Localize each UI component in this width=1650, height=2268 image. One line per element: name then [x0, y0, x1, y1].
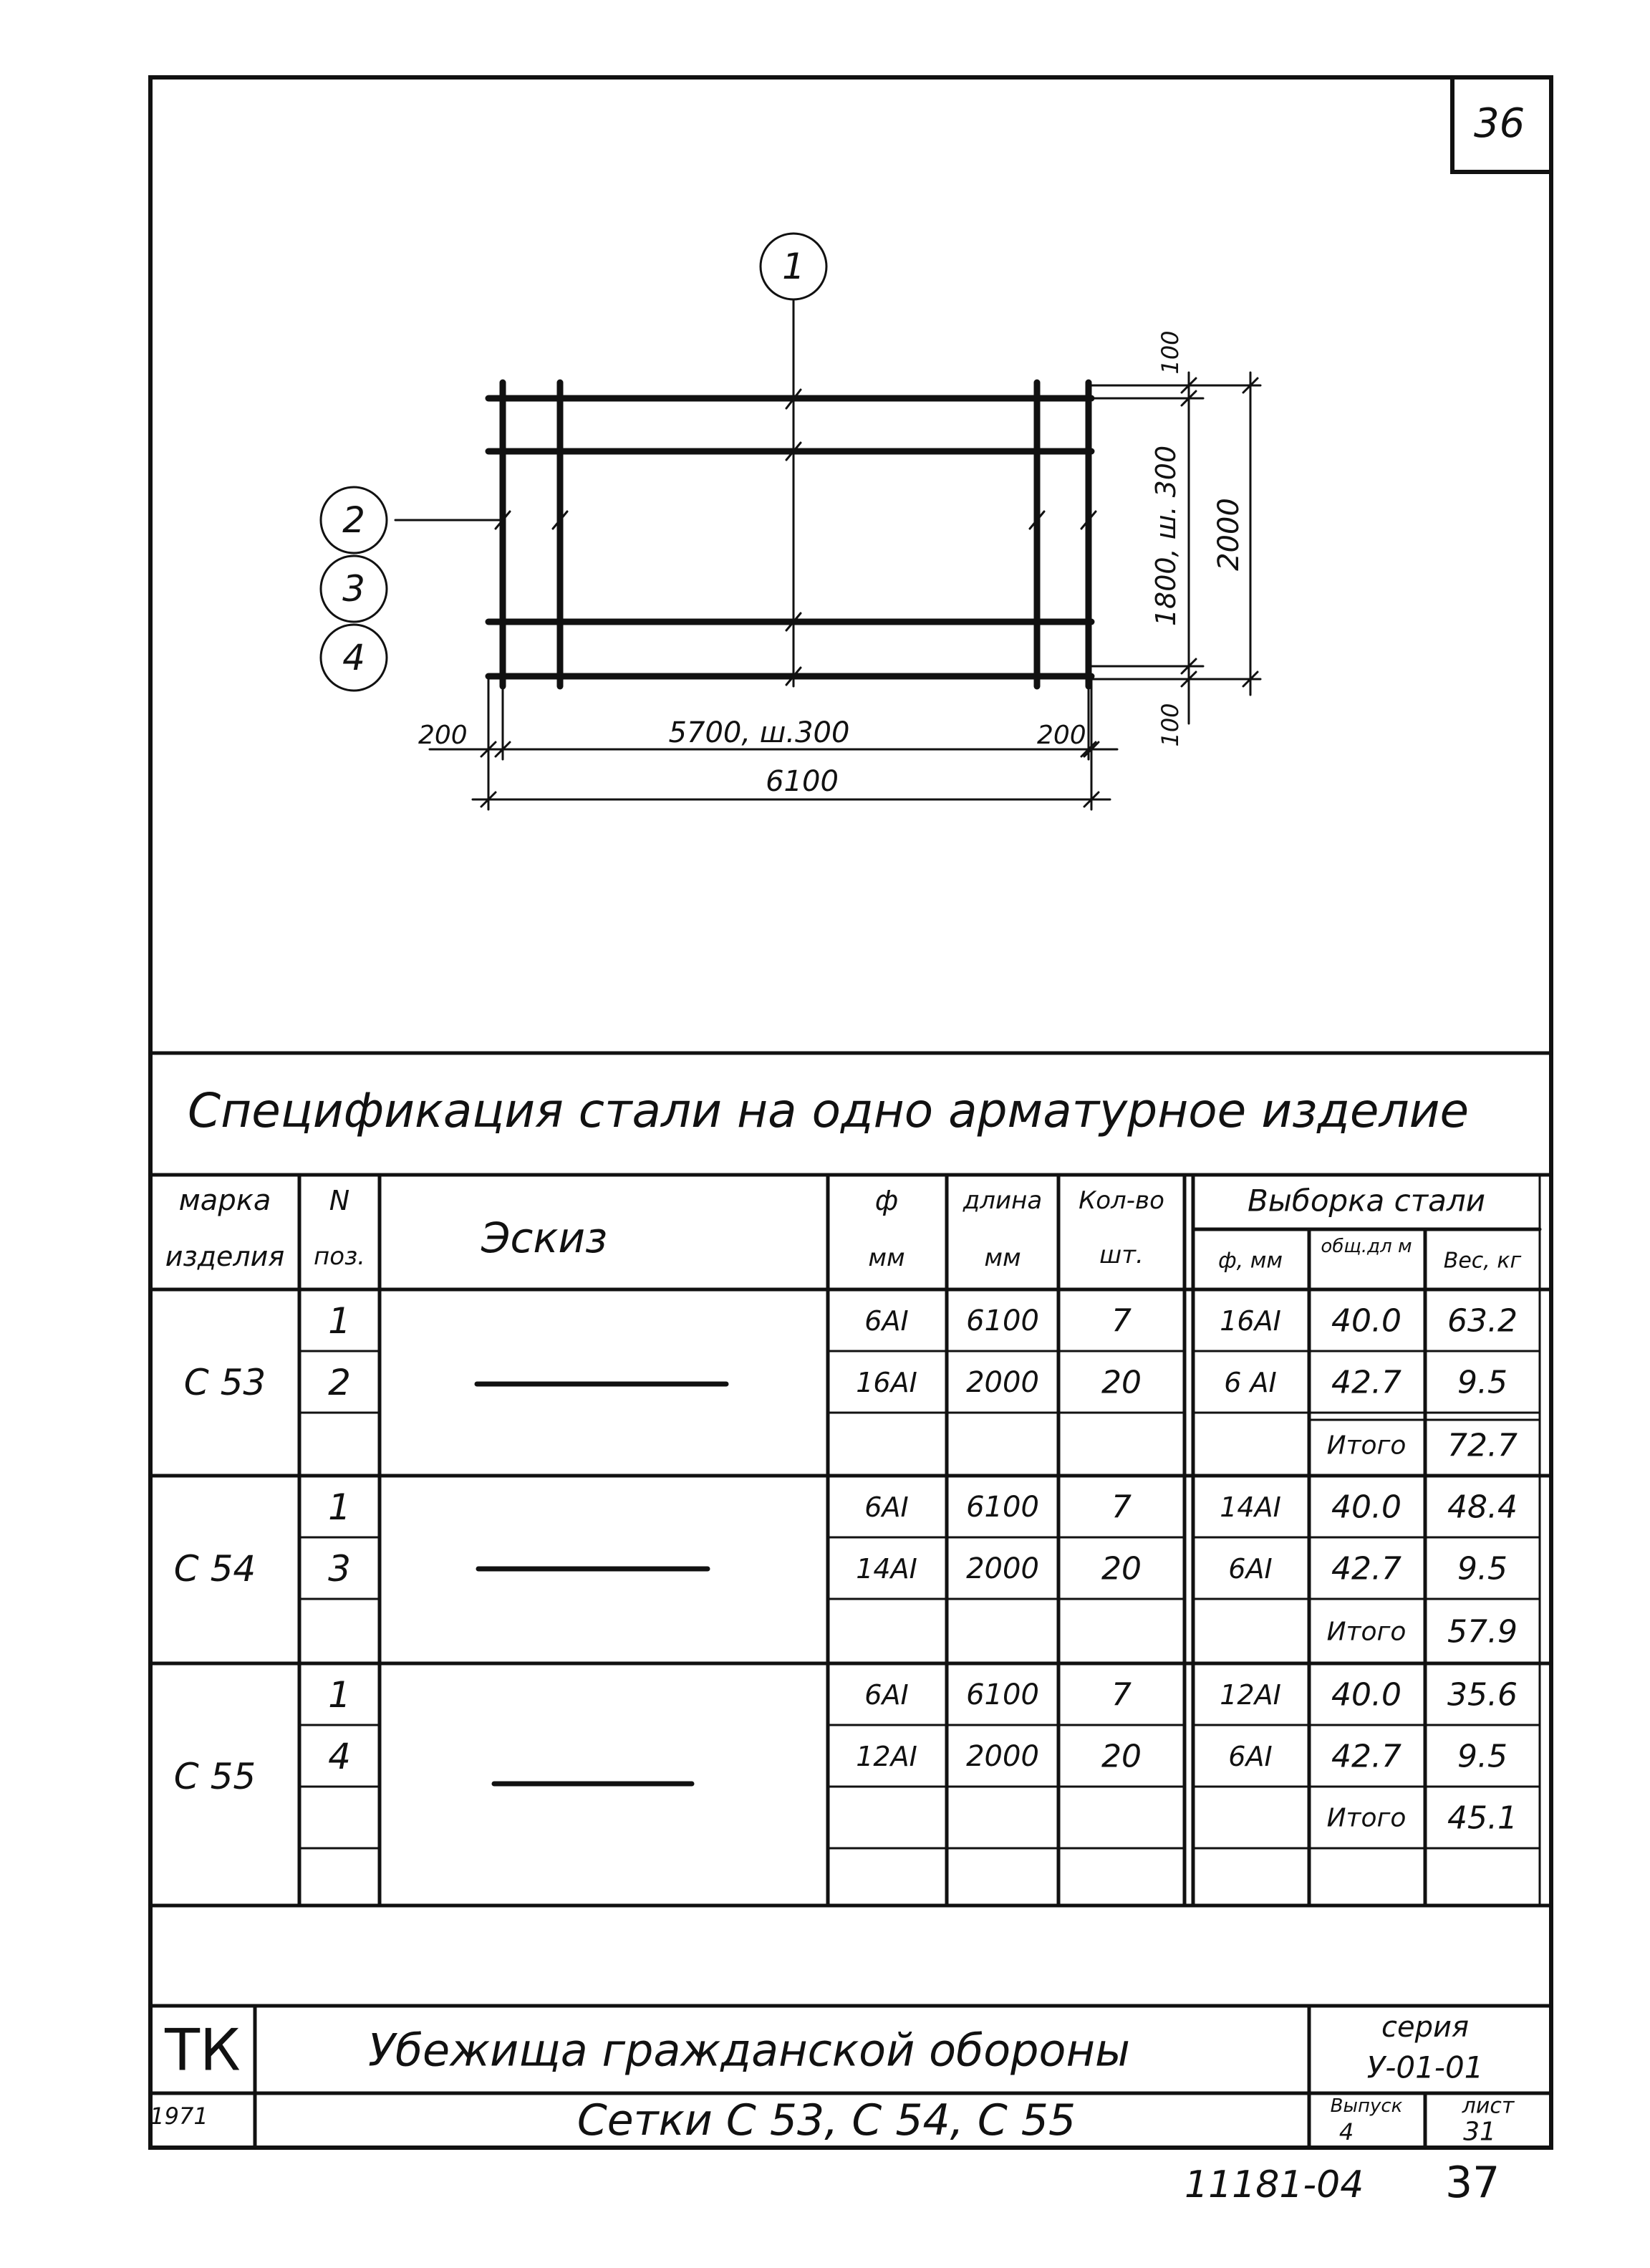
- dim-vertical-span: 1800, ш. 300: [1150, 445, 1182, 627]
- c54-weight-2: 9.5: [1457, 1550, 1507, 1587]
- c53-diam-1: 6АI: [864, 1305, 909, 1337]
- header-length-line1: длина: [962, 1186, 1043, 1215]
- c54-sel-diam-1: 14АI: [1220, 1491, 1281, 1523]
- c54-total-label: Итого: [1326, 1617, 1407, 1647]
- c55-weight-1: 35.6: [1447, 1676, 1518, 1714]
- sheet-label: лист: [1462, 2093, 1515, 2119]
- c55-total-label: Итого: [1326, 1803, 1407, 1833]
- year: 1971: [150, 2103, 208, 2130]
- header-length-line2: мм: [984, 1244, 1021, 1272]
- c54-pos-1: 1: [328, 1486, 351, 1528]
- org-mark: ТК: [165, 2017, 241, 2084]
- header-selection: Выборка стали: [1247, 1183, 1486, 1219]
- dim-right-overhang: 200: [1037, 721, 1086, 750]
- mark-c53: С 53: [183, 1362, 266, 1403]
- header-diam-line2: мм: [868, 1244, 905, 1272]
- header-diam-line1: ф: [874, 1185, 899, 1216]
- series-label: серия: [1381, 2011, 1470, 2044]
- drawing-title: Сетки С 53, С 54, С 55: [576, 2095, 1076, 2146]
- issue-value: 4: [1338, 2118, 1354, 2146]
- c54-diam-2: 14АI: [856, 1553, 917, 1585]
- c54-count-1: 7: [1111, 1489, 1132, 1526]
- c55-sel-len-1: 40.0: [1331, 1676, 1401, 1714]
- series-value: У-01-01: [1366, 2050, 1484, 2085]
- spec-title: Спецификация стали на одно арматурное изделие: [188, 1083, 1470, 1138]
- sheet-number: 36: [1474, 100, 1525, 147]
- spec-table-row-lines: [299, 1175, 1540, 1906]
- header-pos-line1: N: [329, 1185, 350, 1216]
- c53-sel-len-2: 42.7: [1331, 1364, 1401, 1401]
- header-sketch: Эскиз: [481, 1214, 607, 1262]
- c55-length-1: 6100: [966, 1678, 1039, 1711]
- mark-c55: С 55: [173, 1756, 256, 1797]
- c53-length-1: 6100: [966, 1304, 1039, 1337]
- c55-sel-len-2: 42.7: [1331, 1738, 1401, 1775]
- mark-c54: С 54: [173, 1548, 256, 1590]
- c55-pos-1: 1: [328, 1674, 351, 1716]
- c55-pos-2: 4: [328, 1736, 351, 1777]
- c53-pos-2: 2: [328, 1362, 351, 1403]
- c53-count-1: 7: [1111, 1302, 1132, 1340]
- pos-label-2: 2: [342, 499, 365, 541]
- c53-diam-2: 16АI: [856, 1367, 917, 1398]
- header-count-line2: шт.: [1099, 1241, 1144, 1269]
- c53-weight-2: 9.5: [1457, 1364, 1507, 1401]
- c54-diam-1: 6АI: [864, 1491, 909, 1523]
- c54-length-2: 2000: [966, 1552, 1039, 1585]
- c54-sel-len-1: 40.0: [1331, 1489, 1401, 1526]
- c54-weight-1: 48.4: [1447, 1489, 1518, 1526]
- c53-weight-1: 63.2: [1447, 1302, 1518, 1340]
- c53-total: 72.7: [1447, 1427, 1518, 1464]
- c55-diam-2: 12АI: [856, 1741, 917, 1772]
- header-pos-line2: поз.: [314, 1242, 365, 1271]
- pos-label-4: 4: [342, 637, 365, 678]
- header-sel-total: общ.дл м: [1321, 1236, 1412, 1257]
- dim-total-length: 6100: [766, 765, 839, 798]
- c55-diam-1: 6АI: [864, 1679, 909, 1711]
- bottom-code: 11181-04: [1185, 2163, 1364, 2206]
- c55-length-2: 2000: [966, 1740, 1039, 1773]
- c53-count-2: 20: [1101, 1364, 1142, 1401]
- c55-count-2: 20: [1101, 1738, 1142, 1775]
- c53-length-2: 2000: [966, 1366, 1039, 1399]
- pos-label-1: 1: [782, 246, 805, 287]
- pos-label-3: 3: [342, 568, 365, 610]
- c54-total: 57.9: [1447, 1613, 1518, 1650]
- dim-bottom-overhang: 100: [1157, 703, 1184, 747]
- c54-pos-2: 3: [328, 1548, 351, 1590]
- c55-sel-diam-1: 12АI: [1220, 1679, 1281, 1711]
- c53-total-label: Итого: [1326, 1431, 1407, 1461]
- c55-sel-diam-2: 6АI: [1228, 1741, 1273, 1772]
- header-mark-line1: марка: [178, 1184, 271, 1217]
- header-sel-weight: Вес, кг: [1443, 1248, 1522, 1274]
- c54-sel-diam-2: 6АI: [1228, 1553, 1273, 1585]
- dim-total-width: 2000: [1212, 498, 1245, 571]
- c54-count-2: 20: [1101, 1550, 1142, 1587]
- dim-top-overhang: 100: [1157, 330, 1184, 375]
- c54-sel-len-2: 42.7: [1331, 1550, 1401, 1587]
- dim-inner-span: 5700, ш.300: [668, 716, 850, 749]
- c55-count-1: 7: [1111, 1676, 1132, 1714]
- header-count-line1: Кол-во: [1079, 1186, 1164, 1215]
- mesh-sketch: [488, 383, 1091, 686]
- c53-sel-diam-2: 6 АI: [1224, 1367, 1277, 1398]
- issue-label: Выпуск: [1330, 2095, 1403, 2117]
- c53-sel-len-1: 40.0: [1331, 1302, 1401, 1340]
- dim-left-overhang: 200: [418, 721, 468, 750]
- c53-pos-1: 1: [328, 1300, 351, 1342]
- c54-length-1: 6100: [966, 1491, 1039, 1524]
- header-mark-line2: изделия: [165, 1241, 285, 1272]
- c55-total: 45.1: [1447, 1799, 1518, 1837]
- subject: Убежища гражданской обороны: [368, 2024, 1130, 2077]
- bottom-page: 37: [1445, 2158, 1500, 2208]
- sheet-value: 31: [1463, 2117, 1496, 2147]
- c53-sel-diam-1: 16АI: [1220, 1305, 1281, 1337]
- header-sel-diam: ф, мм: [1218, 1248, 1283, 1274]
- c55-weight-2: 9.5: [1457, 1738, 1507, 1775]
